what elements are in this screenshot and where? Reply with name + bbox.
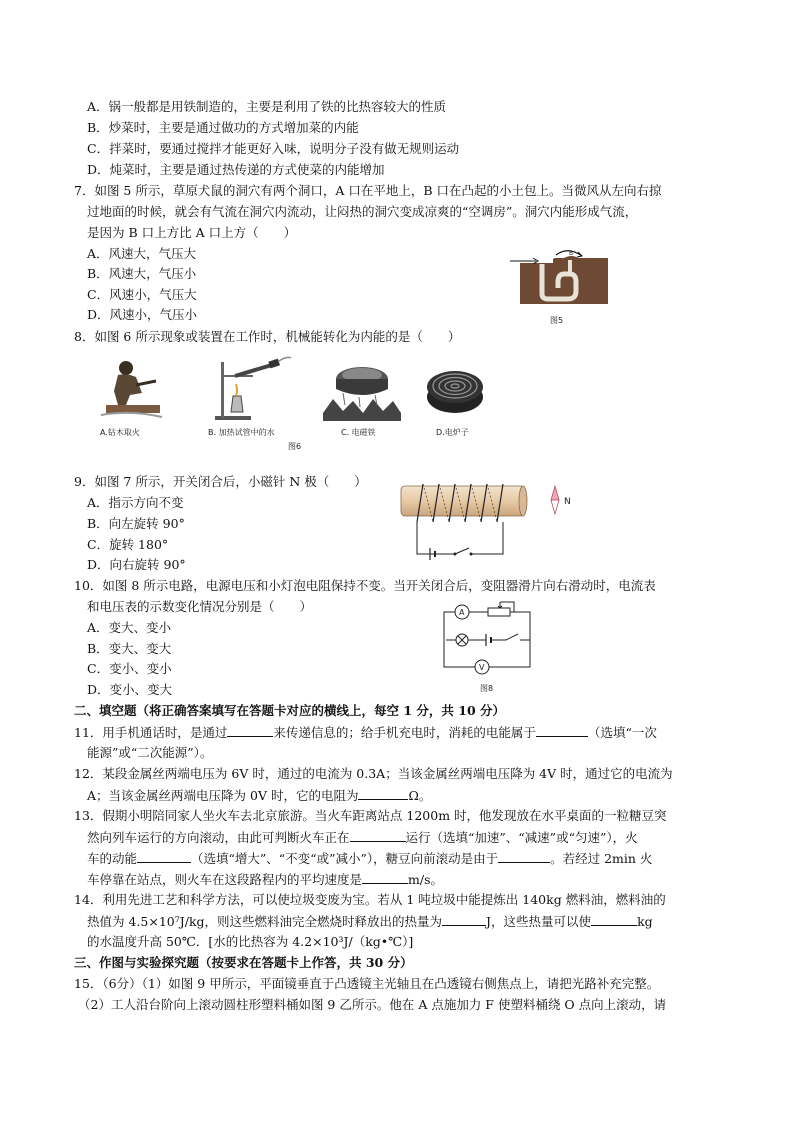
figure-6c-electromagnet-icon [323, 355, 401, 421]
figure-8-caption: 图8 [480, 684, 494, 693]
q11-blank-2 [536, 724, 588, 737]
q6-option-d: D．炖菜时，主要是通过热传递的方式使菜的内能增加 [87, 162, 385, 177]
fig5-label-a: A [550, 254, 555, 261]
figure-5-burrow [508, 246, 618, 326]
q9-option-c: C．旋转 180° [87, 537, 169, 552]
q13-blank-4 [362, 871, 408, 884]
q14-line3: 的水温度升高 50℃．[水的比热容为 4.2×10³J/（kg•℃）] [87, 934, 414, 949]
q10-option-b: B．变大、变大 [87, 641, 172, 656]
fig5-label-b: B [569, 250, 574, 257]
q13-part3: 车的动能 [87, 851, 138, 866]
q12-line1: 12．某段金属丝两端电压为 6V 时，通过的电流为 0.3A；当该金属丝两端电压降为 4V 时，通过它的电流为 [74, 766, 673, 781]
q11-blank-1 [227, 724, 273, 737]
q9-option-a: A．指示方向不变 [87, 495, 184, 510]
figure-6b-caption: B. 加热试管中的水 [208, 428, 275, 437]
figure-6-caption: 图6 [288, 442, 302, 451]
voltmeter-label: V [479, 663, 485, 672]
figure-6d-electric-stove-icon [424, 357, 486, 421]
q10-option-c: C．变小、变小 [87, 661, 172, 676]
q14-line2 [87, 913, 653, 930]
q7-stem-line1: 7．如图 5 所示，草原犬鼠的洞穴有两个洞口，A 口在平地上，B 口在凸起的小土包上。当微风从左向右掠 [74, 183, 662, 198]
figure-6c-caption: C. 电磁铁 [341, 428, 376, 437]
figure-6b-test-tube-icon [205, 356, 295, 422]
ammeter-label: A [459, 608, 465, 617]
q12-line2 [87, 787, 431, 804]
q7-option-c: C．风速小，气压大 [87, 287, 197, 302]
q13-part2: 运行（选填“加速”、“减速”或“匀速”），火 [405, 830, 638, 845]
q7-option-b: B．风速大，气压小 [87, 266, 197, 281]
q14-part3: kg [637, 914, 653, 929]
q11-line1 [74, 724, 657, 741]
q15-line1: 15．（6分）（1）如图 9 甲所示，平面镜垂直于凸透镜主光轴且在凸透镜右侧焦点上，请把光路补充完整。 [74, 976, 660, 991]
q7-option-a: A．风速大，气压大 [87, 246, 197, 261]
q14-blank-2 [591, 913, 637, 926]
q9-option-b: B．向左旋转 90° [87, 516, 185, 531]
figure-7-solenoid [395, 478, 585, 570]
q6-option-b: B．炒菜时，主要是通过做功的方式增加菜的内能 [87, 120, 359, 135]
q13-line3 [87, 850, 652, 867]
q11-part1: 11．用手机通话时，是通过 [74, 725, 228, 740]
q14-line1: 14．利用先进工艺和科学方法，可以使垃圾变废为宝。若从 1 吨垃圾中能提炼出 140kg 燃料油，燃料油的 [74, 892, 666, 907]
q13-part6: 车停靠在站点，则火车在这段路程内的平均速度是 [87, 872, 363, 887]
q14-blank-1 [442, 913, 486, 926]
q7-stem-line3: 是因为 B 口上方比 A 口上方（ ） [87, 225, 297, 240]
q11-line2: 能源”或“二次能源”）。 [87, 745, 213, 760]
needle-n-label: N [564, 497, 571, 507]
q15-line2: （2）工人沿台阶向上滚动圆柱形塑料桶如图 9 乙所示。他在 A 点施加力 F 使塑料桶绕 O 点向上滚动，请 [78, 997, 667, 1012]
q10-option-d: D．变小、变大 [87, 682, 173, 697]
figure-6d-caption: D.电炉子 [436, 428, 469, 437]
q13-line2 [87, 829, 638, 846]
q12-part1: A；当该金属丝两端电压降为 0V 时，它的电阻为 [87, 788, 359, 803]
figure-5-caption: 图5 [550, 316, 564, 325]
q6-option-c: C．拌菜时，要通过搅拌才能更好入味，说明分子没有做无规则运动 [87, 141, 460, 156]
q8-stem: 8．如图 6 所示现象或装置在工作时，机械能转化为内能的是（ ） [74, 329, 461, 344]
q11-part3: （选填“一次 [587, 725, 657, 740]
q13-line1: 13．假期小明陪同家人坐火车去北京旅游。当火车距离站点 1200m 时，他发现放在水平桌面的一粒糖豆突 [74, 808, 667, 823]
q13-blank-3 [498, 850, 550, 863]
q13-blank-2 [137, 850, 191, 863]
figure-6a-caption: A.钻木取火 [100, 428, 140, 437]
q10-stem-line1: 10．如图 8 所示电路，电源电压和小灯泡电阻保持不变。当开关闭合后，变阻器滑片向右滑动时，电流表 [74, 578, 656, 593]
q14-part1: 热值为 4.5×10⁷J/kg，则这些燃料油完全燃烧时释放出的热量为 [87, 914, 443, 929]
section-3-title: 三、作图与实验探究题（按要求在答题卡上作答，共 30 分） [74, 955, 413, 970]
q14-part2: J，这些热量可以使 [486, 914, 592, 929]
q10-stem-line2: 和电压表的示数变化情况分别是（ ） [87, 599, 313, 614]
q9-option-d: D．向右旋转 90° [87, 557, 186, 572]
q7-option-d: D．风速小，气压小 [87, 307, 198, 322]
q13-blank-1 [350, 829, 406, 842]
q13-part4: （选填“增大”、“不变“或”减小”），糖豆向前滚动是由于 [191, 851, 499, 866]
section-2-title: 二、填空题（将正确答案填写在答题卡对应的横线上，每空 1 分，共 10 分） [74, 703, 506, 718]
figure-6a-drilling-wood-icon [96, 355, 166, 421]
q13-part1: 然向列车运行的方向滚动，由此可判断火车正在 [87, 830, 350, 845]
q12-blank-2 [358, 787, 408, 800]
q9-stem: 9．如图 7 所示，开关闭合后，小磁针 N 极（ ） [74, 474, 367, 489]
figure-8-circuit [438, 600, 538, 680]
q6-option-a: A．锅一般都是用铁制造的，主要是利用了铁的比热容较大的性质 [87, 99, 447, 114]
q7-stem-line2: 过地面的时候，就会有气流在洞穴内流动，让闷热的洞穴变成凉爽的“空调房”。洞穴内能形成气流， [87, 204, 638, 219]
q12-part2: Ω。 [408, 788, 432, 803]
q13-part7: m/s。 [408, 872, 443, 887]
q11-part2: 来传递信息的；给手机充电时，消耗的电能属于 [273, 725, 536, 740]
q13-line4 [87, 871, 443, 888]
q13-part5: 。若经过 2min 火 [550, 851, 653, 866]
q10-option-a: A．变大、变小 [87, 620, 172, 635]
